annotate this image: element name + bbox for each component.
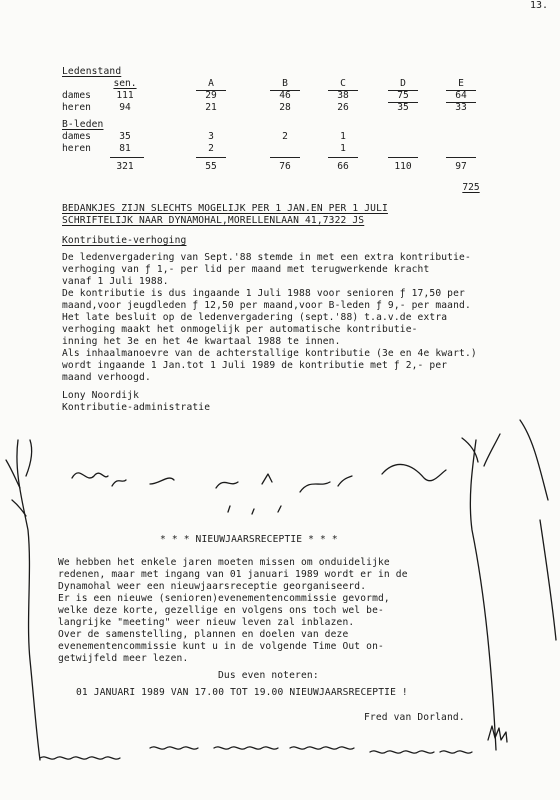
paragraph-line: wordt ingaande 1 Jan.tot 1 Juli 1989 de kontributie met ƒ 2,- per [62,360,448,371]
table-cell: 35 [119,131,131,142]
paragraph-line: langrijke "meeting" weer nieuw leven zal inblazen. [58,617,355,628]
table-cell: 81 [119,143,131,154]
table-cell: 28 [279,102,291,113]
col-header-d: D [400,78,406,89]
paragraph-line: maand verhoogd. [62,372,151,383]
paragraph-line: Het late besluit op de ledenvergadering (sept.'88) t.a.v.de extra [62,312,448,323]
paragraph-line: inning het 3e en het 4e kwartaal 1988 te innen. [62,336,341,347]
paragraph-line: maand,voor jeugdleden ƒ 12,50 per maand,voor B-leden ƒ 9,- per maand. [62,300,471,311]
total-cell: 66 [337,161,349,172]
paragraph-line: getwijfeld meer lezen. [58,653,189,664]
row-label-dames: dames [62,131,91,142]
bedankjes-notice-line1: BEDANKJES ZIJN SLECHTS MOGELIJK PER 1 JAN.EN PER 1 JULI [62,203,388,214]
table-cell: 21 [205,102,217,113]
table-cell: 35 [397,102,409,113]
grand-total: 725 [462,182,480,193]
receptie-heading: * * * NIEUWJAARSRECEPTIE * * * [160,534,338,545]
paragraph-line: Dynamohal weer een nieuwjaarsreceptie georganiseerd. [58,581,367,592]
table-cell: 29 [205,90,217,101]
total-cell: 110 [394,161,412,172]
paragraph-line: De kontributie is dus ingaande 1 Juli 1988 voor senioren ƒ 17,50 per [62,288,465,299]
paragraph-line: welke deze korte, gezellige en volgens ons toch wel be- [58,605,384,616]
paragraph-line: De ledenvergadering van Sept.'88 stemde in met een extra kontributie- [62,252,471,263]
col-header-a: A [208,78,214,89]
col-header-b: B [282,78,288,89]
paragraph-line: vanaf 1 Juli 1988. [62,276,169,287]
table-cell: 2 [208,143,214,154]
total-cell: 76 [279,161,291,172]
announcement-line: 01 JANUARI 1989 VAN 17.00 TOT 19.00 NIEUWJAARSRECEPTIE ! [76,687,408,698]
col-header-c: C [340,78,346,89]
paragraph-line: Als inhaalmanoevre van de achterstallige kontributie (3e en 4e kwart.) [62,348,477,359]
table-cell: 64 [455,90,467,101]
paragraph-line: We hebben het enkele jaren moeten missen om onduidelijke [58,557,390,568]
noteren-line: Dus even noteren: [218,670,319,681]
col-header-e: E [458,78,464,89]
table-cell: 26 [337,102,349,113]
total-cell: 97 [455,161,467,172]
total-cell: 321 [116,161,134,172]
paragraph-line: verhoging van ƒ 1,- per lid per maand met terugwerkende kracht [62,264,430,275]
table-cell: 75 [397,90,409,101]
paragraph-line: Er is een nieuwe (senioren)evenementencommissie gevormd, [58,593,390,604]
signature: Fred van Dorland. [364,712,465,723]
bedankjes-notice-line2: SCHRIFTELIJK NAAR DYNAMOHAL,MORELLENLAAN 41,7322 JS [62,215,365,226]
ledenstand-title: Ledenstand [62,66,122,77]
b-leden-title: B-leden [62,119,104,130]
table-cell: 1 [340,131,346,142]
row-label-dames: dames [62,90,91,101]
signature-name: Lony Noordijk [62,390,140,401]
table-cell: 33 [455,102,467,113]
row-label-heren: heren [62,143,91,154]
page-number: 13. [529,0,548,11]
row-label-heren: heren [62,102,91,113]
paragraph-line: evenementencommissie kunt u in de volgende Time Out on- [58,641,384,652]
paragraph-line: redenen, maar met ingang van 01 januari 1989 wordt er in de [58,569,408,580]
table-cell: 3 [208,131,214,142]
paragraph-line: Over de samenstelling, plannen en doelen van deze [58,629,349,640]
total-cell: 55 [205,161,217,172]
col-header-sen: sen. [113,78,137,89]
table-cell: 46 [279,90,291,101]
table-cell: 94 [119,102,131,113]
kontributie-heading: Kontributie-verhoging [62,235,187,246]
paragraph-line: verhoging maakt het onmogelijk per automatische kontributie- [62,324,418,335]
table-cell: 2 [282,131,288,142]
table-cell: 1 [340,143,346,154]
signature-role: Kontributie-administratie [62,402,211,413]
table-cell: 38 [337,90,349,101]
table-cell: 111 [116,90,134,101]
